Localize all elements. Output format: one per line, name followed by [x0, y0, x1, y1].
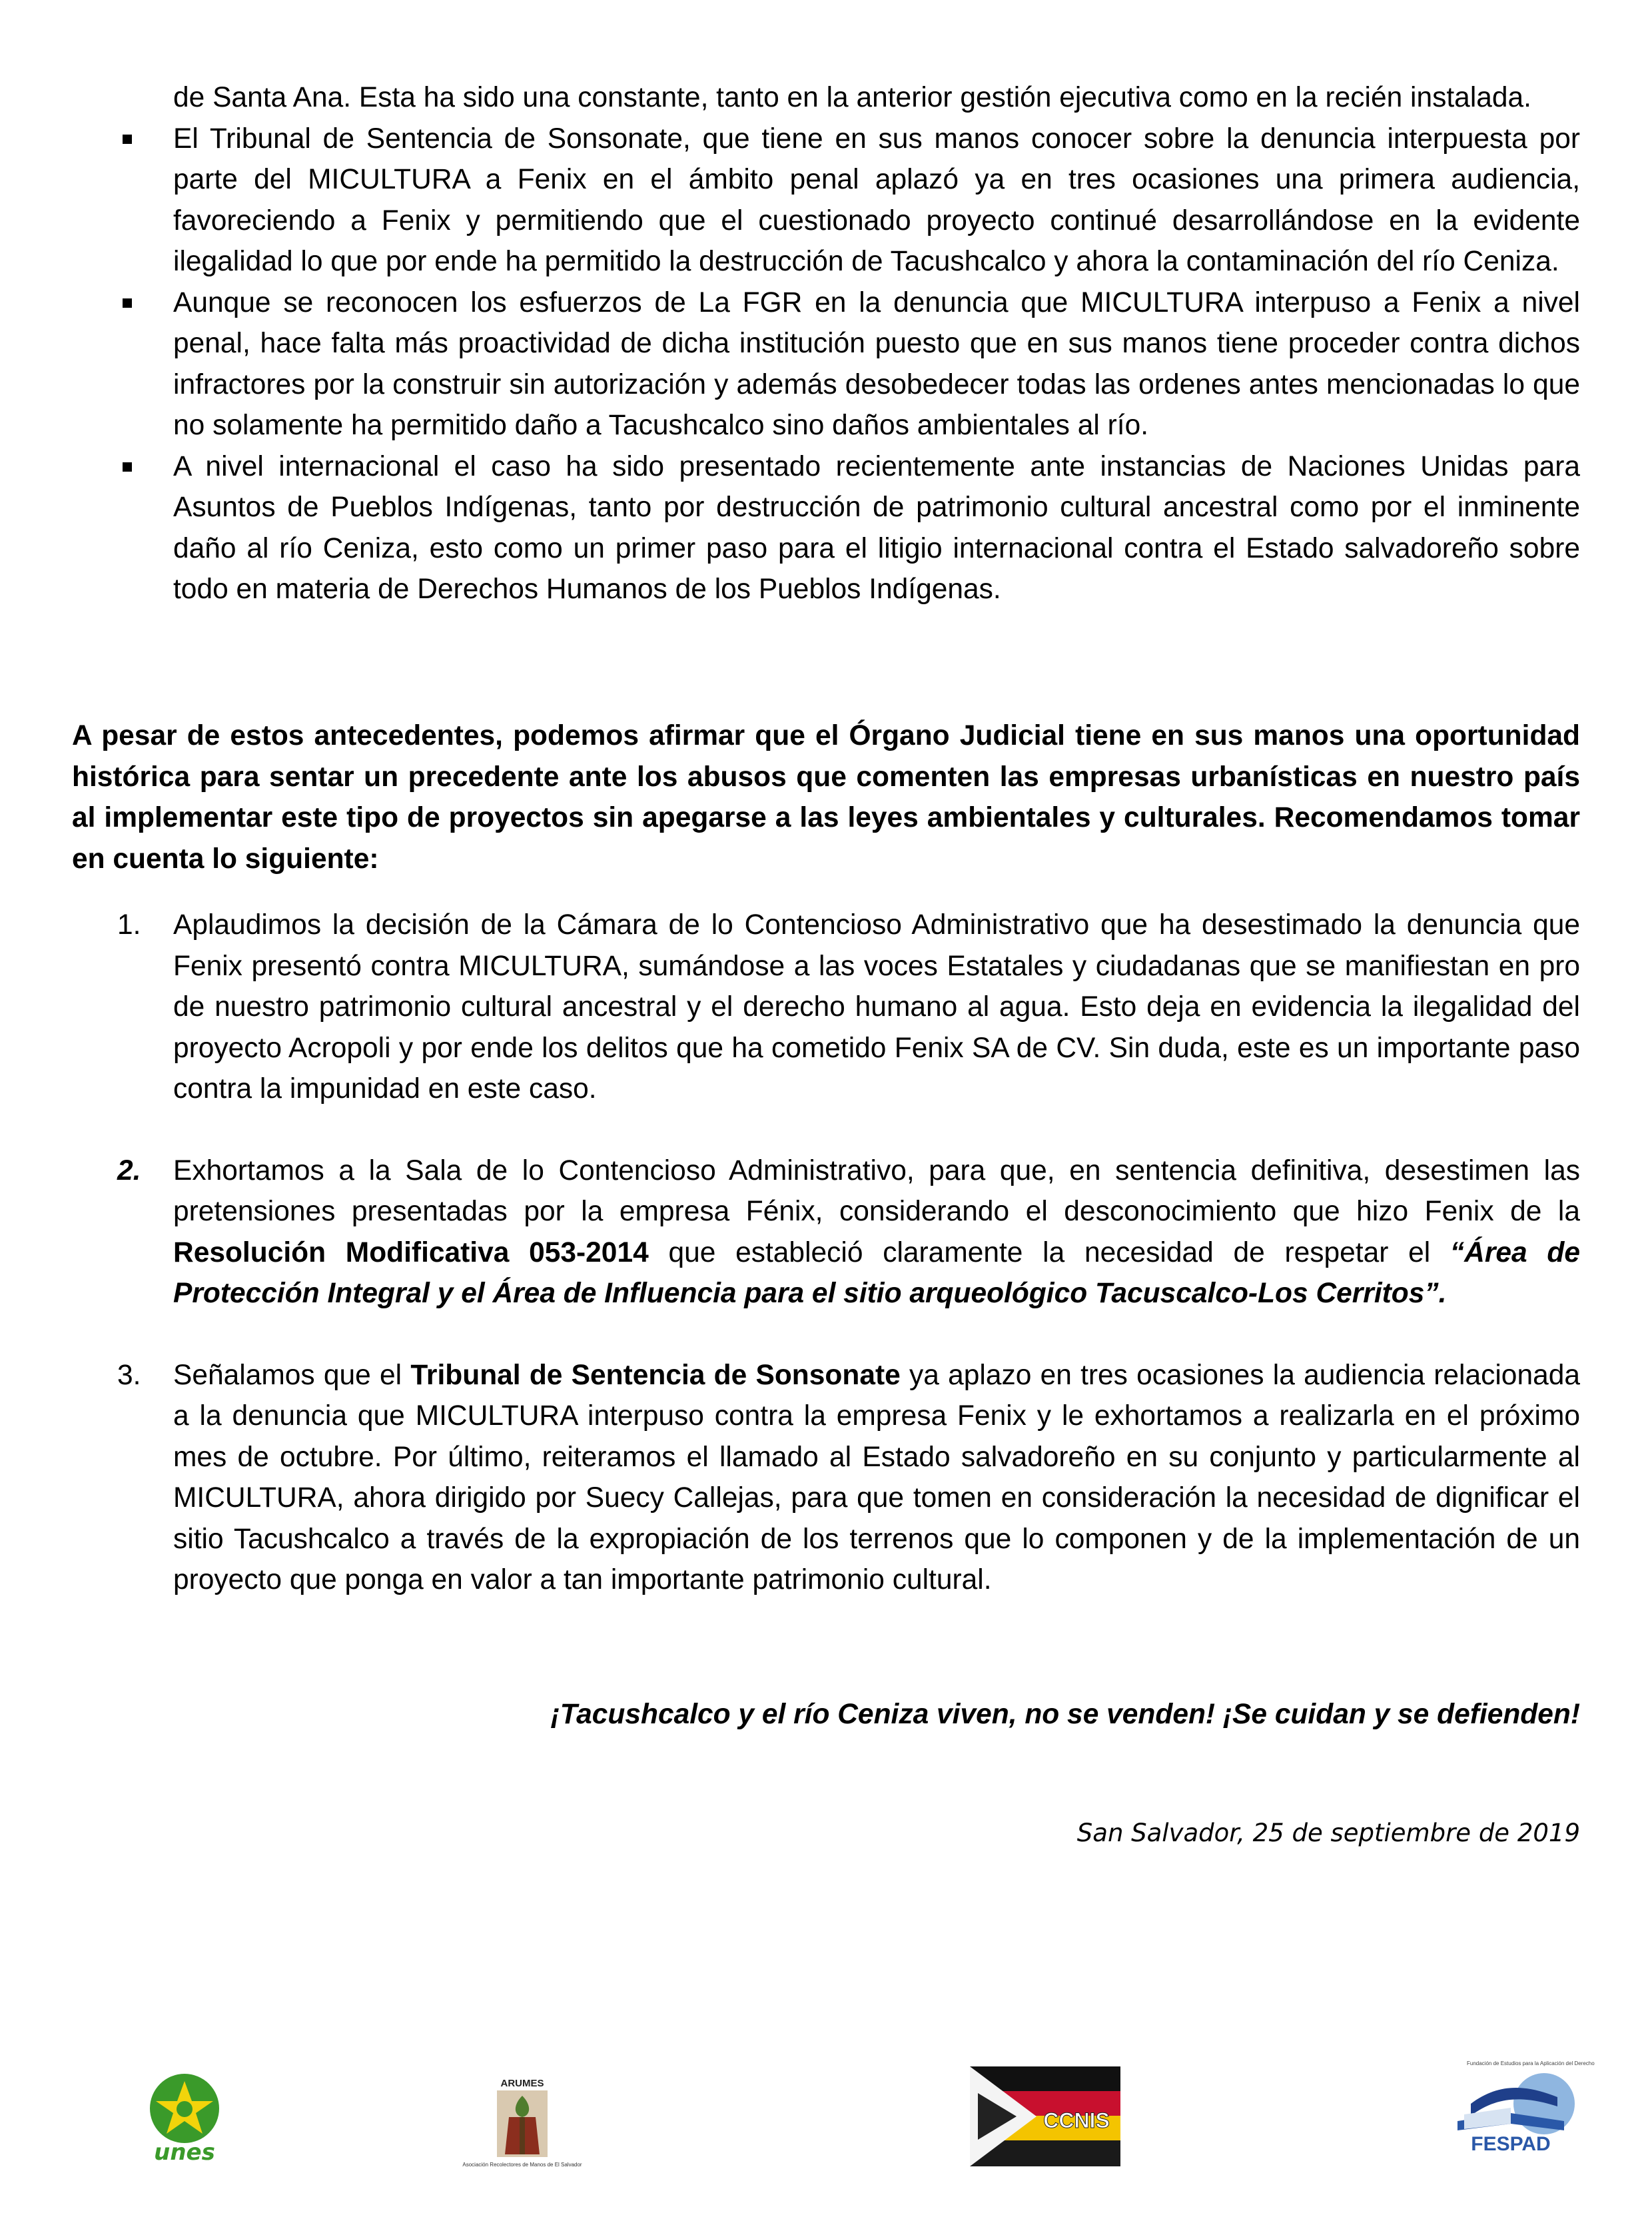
item-text: ya aplazo en tres ocasiones la audiencia relacionada a la denuncia que MICULTURA interpuso contra la empresa Fenix y le exhortamos a realizarla en el próximo mes de octubre. Por último, reiteramos el llamado al Estado salvadoreño en su conjunto y particularmente al MICULTURA, ahora dirigido por Suecy Callejas, para que tomen en consideración la necesidad de dignificar el sitio Tacushcalco a través de la expropiación de los terrenos que lo componen y de la implementación de un proyecto que ponga en valor a tan importante patrimonio cultural.	[173, 1359, 1580, 1595]
recommendations-list	[117, 905, 1580, 1641]
item-text: Exhortamos a la Sala de lo Contencioso Administrativo, para que, en sentencia definitiva, desestimen las pretensiones presentadas por la empresa Fénix, considerando el desconocimiento que hizo Fenix de la	[173, 1154, 1580, 1227]
item-number: 2.	[117, 1154, 141, 1186]
unes-logo-icon	[141, 2072, 228, 2165]
bullet-text: El Tribunal de Sentencia de Sonsonate, que tiene en sus manos conocer sobre la denuncia interpuesta por parte del MICULTURA a Fenix en el ámbito penal aplazó ya en tres ocasiones una primera audiencia, favoreciendo a Fenix y permitiendo que el cuestionado proyecto continué desarrollándose en la evidente ilegalidad lo que por ende ha permitido la destrucción de Tacushcalco y ahora la contaminación del río Ceniza.	[173, 123, 1580, 277]
ccnis-wordmark: CCNIS	[1043, 2108, 1110, 2132]
unes-logo	[141, 2072, 228, 2165]
bullet-item	[117, 446, 1580, 610]
ccnis-flag-icon	[970, 2066, 1120, 2166]
ccnis-logo	[970, 2066, 1120, 2166]
square-bullet-icon	[123, 462, 132, 472]
fespad-caption: Fundación de Estudios para la Aplicación del Derecho	[1467, 2060, 1595, 2066]
arumes-caption: Asociación Recolectores de Manos de El Salvador	[462, 2162, 582, 2168]
arumes-logo-icon	[462, 2076, 582, 2176]
bullet-list	[117, 77, 1580, 610]
item-number: 1.	[117, 909, 141, 941]
recommendation-item	[117, 1355, 1580, 1601]
recommendation-item	[117, 1150, 1580, 1314]
item-text: que estableció claramente la necesidad de respetar el	[648, 1236, 1450, 1268]
dateline: San Salvador, 25 de septiembre de 2019	[1076, 1819, 1580, 1847]
resolution-reference: Resolución Modificativa 053-2014	[173, 1236, 649, 1268]
unes-wordmark: unes	[154, 2139, 215, 2166]
fespad-wordmark: FESPAD	[1471, 2133, 1551, 2155]
tribunal-name: Tribunal de Sentencia de Sonsonate	[410, 1359, 901, 1391]
item-number: 3.	[117, 1359, 141, 1391]
bullet-item	[117, 282, 1580, 446]
lead-paragraph: A pesar de estos antecedentes, podemos afirmar que el Órgano Judicial tiene en sus manos una oportunidad histórica para sentar un precedente ante los abusos que comenten las empresas urbanísticas en nuestro país al implementar este tipo de proyectos sin apegarse a las leyes ambientales y culturales. Recomendamos tomar en cuenta lo siguiente:	[72, 720, 1580, 875]
fespad-logo-icon	[1444, 2057, 1595, 2157]
arumes-title: ARUMES	[500, 2078, 544, 2089]
item-text: Señalamos que el	[173, 1359, 411, 1391]
bullet-text: Aunque se reconocen los esfuerzos de La FGR en la denuncia que MICULTURA interpuso a Fenix a nivel penal, hace falta más proactividad de dicha institución puesto que en sus manos tiene proceder contra dichos infractores por la construir sin autorización y además desobedecer todas las ordenes antes mencionadas lo que no solamente ha permitido daño a Tacushcalco sino daños ambientales al río.	[173, 286, 1580, 441]
continuation-text: de Santa Ana. Esta ha sido una constante, tanto en la anterior gestión ejecutiva como en la recién instalada.	[173, 82, 1531, 113]
bullet-text: A nivel internacional el caso ha sido presentado recientemente ante instancias de Naciones Unidas para Asuntos de Pueblos Indígenas, tanto por destrucción de patrimonio cultural ancestral como por el inminente daño al río Ceniza, esto como un primer paso para el litigio internacional contra el Estado salvadoreño sobre todo en materia de Derechos Humanos de los Pueblos Indígenas.	[173, 450, 1580, 605]
fespad-logo	[1444, 2057, 1595, 2157]
square-bullet-icon	[123, 298, 132, 308]
recommendation-item	[117, 905, 1580, 1110]
square-bullet-icon	[123, 135, 132, 144]
arumes-logo	[462, 2076, 582, 2176]
closing-slogan: ¡Tacushcalco y el río Ceniza viven, no se venden! ¡Se cuidan y se defienden!	[550, 1699, 1580, 1730]
continuation-paragraph	[117, 77, 1580, 119]
item-text: Aplaudimos la decisión de la Cámara de lo Contencioso Administrativo que ha desestimado la denuncia que Fenix presentó contra MICULTURA, sumándose a las voces Estatales y ciudadanas que se manifiestan en pro de nuestro patrimonio cultural ancestral y el derecho humano al agua. Esto deja en evidencia la ilegalidad del proyecto Acropoli y por ende los delitos que ha cometido Fenix SA de CV. Sin duda, este es un importante paso contra la impunidad en este caso.	[173, 909, 1580, 1105]
bullet-item	[117, 119, 1580, 282]
protected-area-quote: “Área de Protección Integral y el Área de Influencia para el sitio arqueológico Tacuscalco-Los Cerritos”.	[173, 1236, 1580, 1309]
